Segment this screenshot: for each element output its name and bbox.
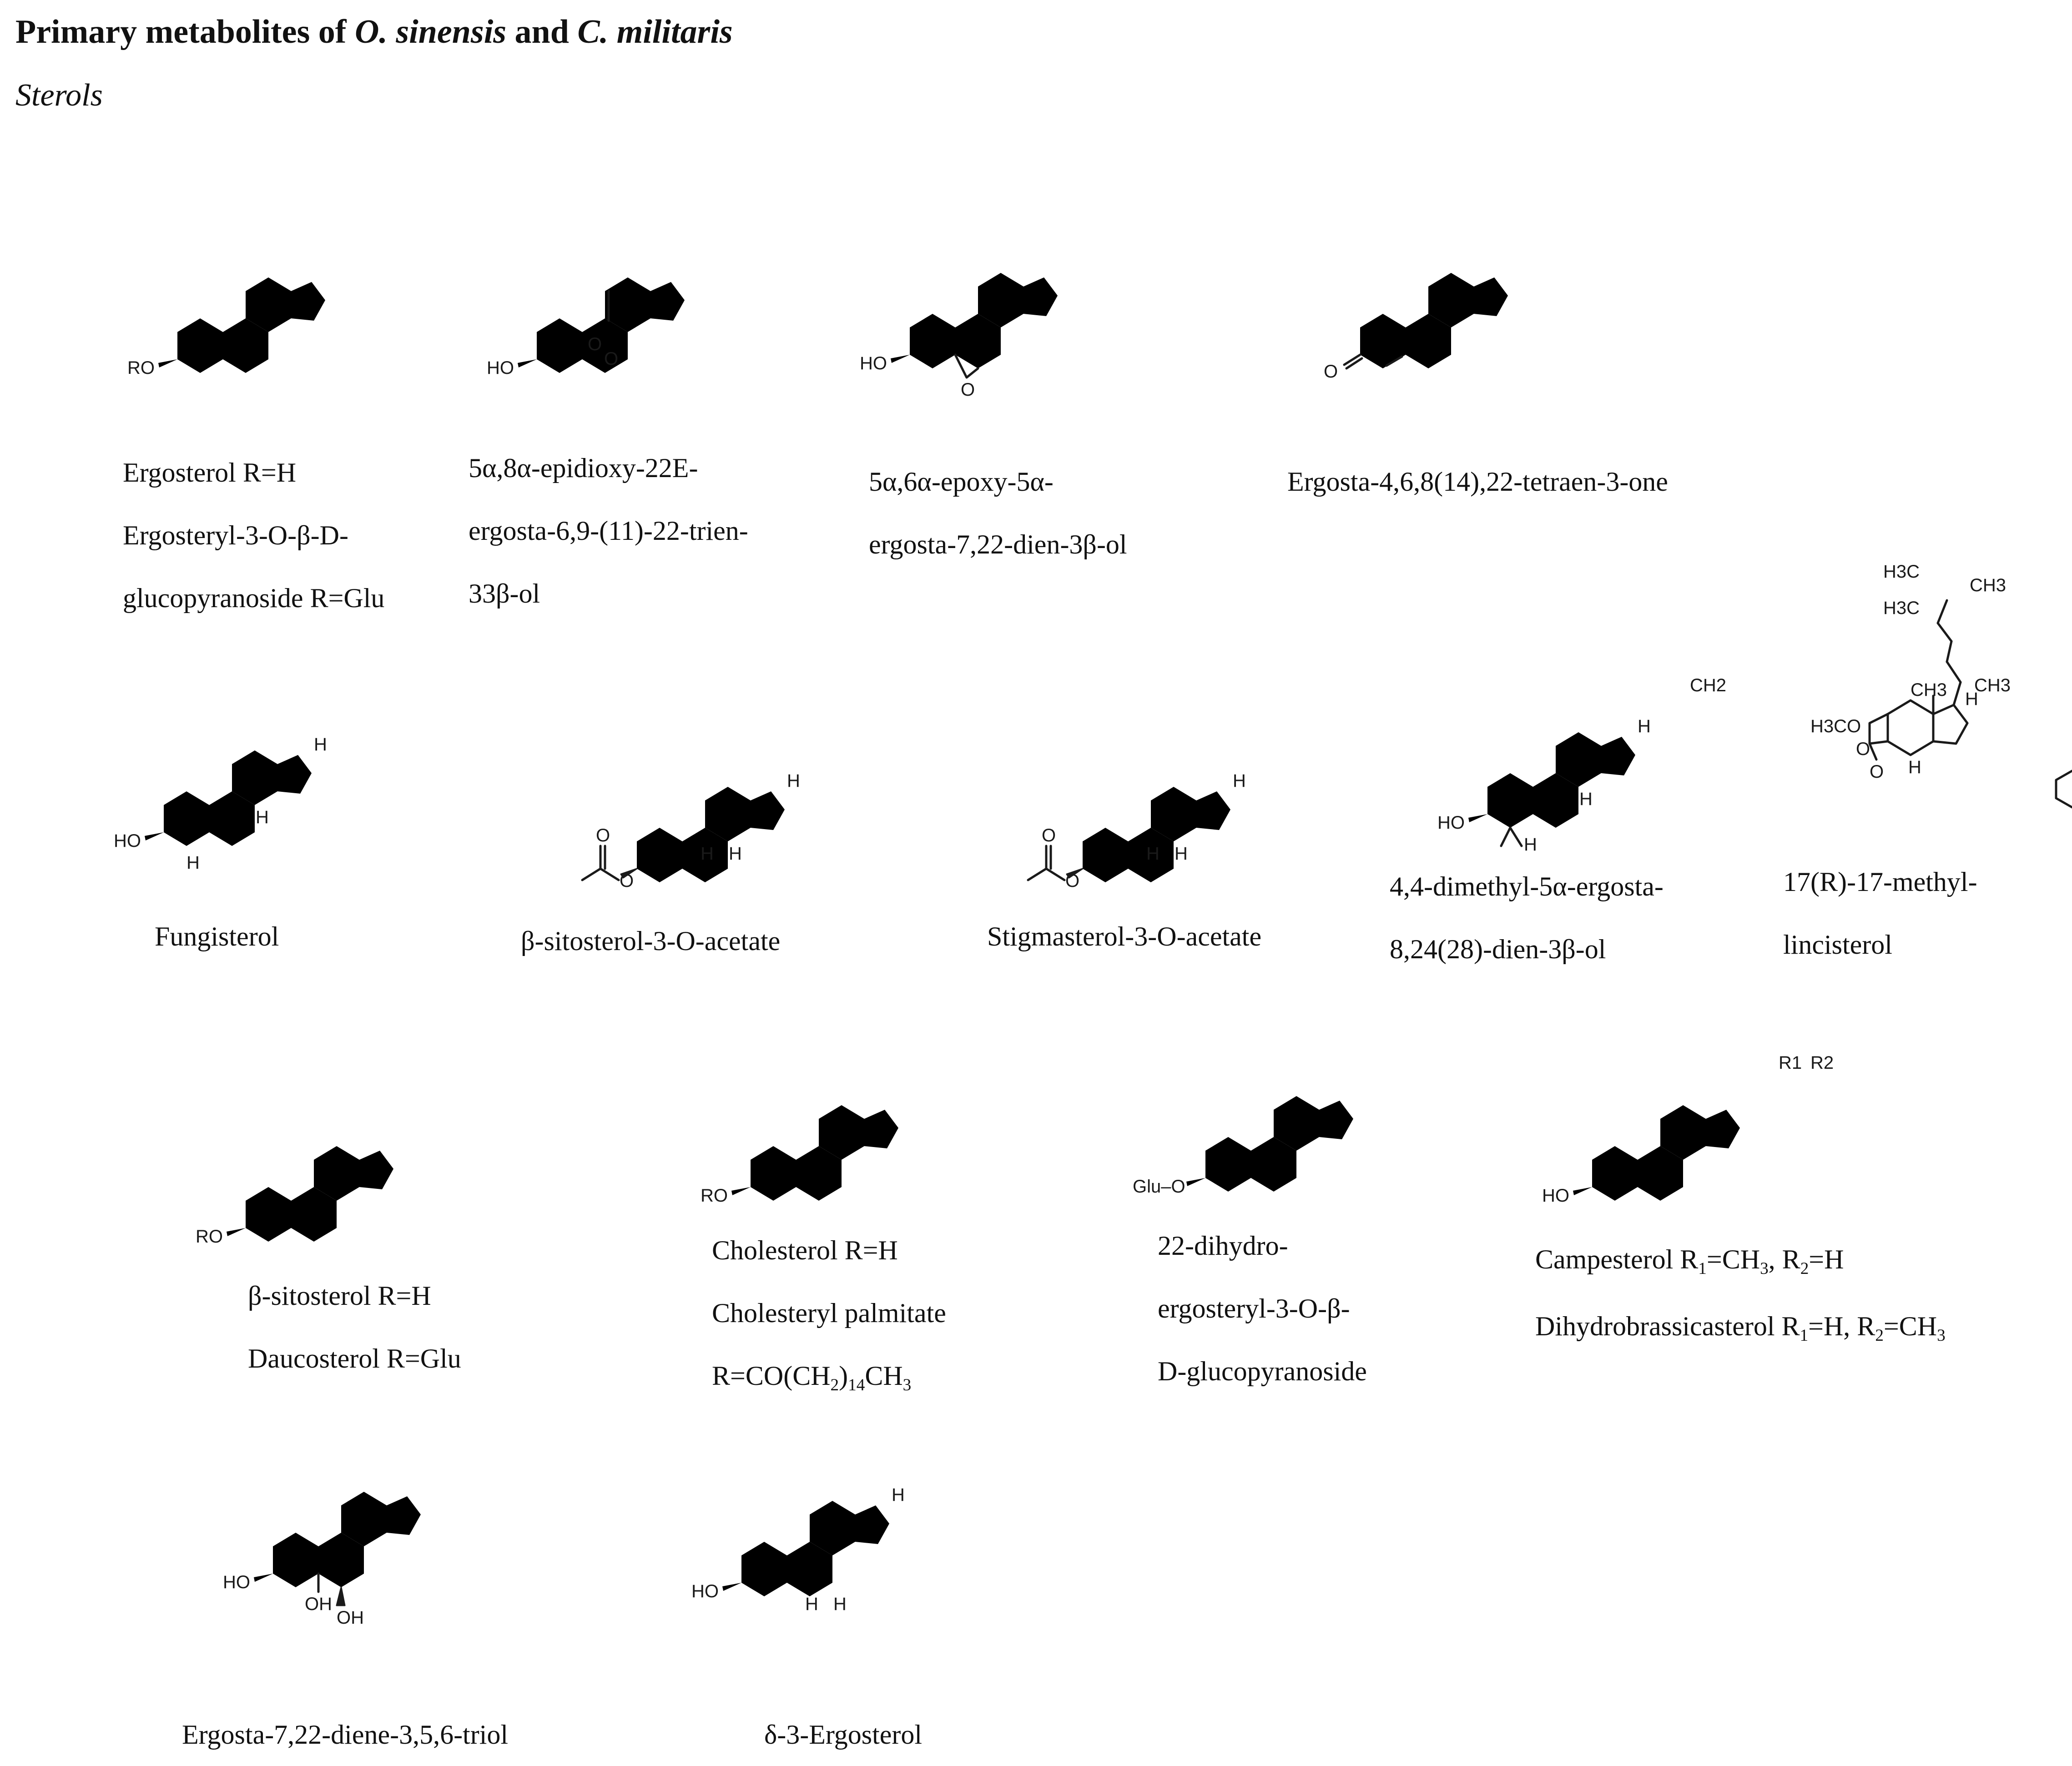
- svg-text:H3CO: H3CO: [1810, 716, 1861, 736]
- svg-text:H: H: [187, 853, 200, 873]
- epidioxy-structure: [482, 218, 791, 418]
- epidioxy-caption: 5α,8α-epidioxy-22E- ergosta-6,9-(11)-22-trien- 33β-ol: [469, 453, 748, 609]
- svg-text:HO: HO: [691, 1581, 719, 1601]
- svg-text:H: H: [833, 1594, 847, 1614]
- triol-structure: [218, 1433, 537, 1651]
- triol-caption: Ergosta-7,22-diene-3,5,6-triol: [182, 1720, 509, 1750]
- svg-text:CH3: CH3: [1974, 675, 2011, 695]
- ergosterol-structure: [123, 218, 432, 418]
- svg-text:O: O: [1042, 825, 1056, 845]
- fungisterol-structure: [109, 673, 418, 891]
- svg-text:H: H: [701, 844, 714, 864]
- tetraenone-structure: [1306, 214, 1615, 414]
- svg-text:H3C: H3C: [1883, 562, 1920, 582]
- sitosterol-acetate-structure: [560, 728, 878, 928]
- svg-text:H3C: H3C: [1883, 598, 1920, 618]
- campesterol-structure: [1538, 1046, 1856, 1246]
- campesterol-caption: Campesterol $R_1=CH_3$, $R_2=H$ Dihydrobrassicasterol $R_1=H$, $R_2=CH_3$: [1535, 1244, 1946, 1345]
- svg-text:O: O: [596, 825, 610, 845]
- stigmasterol-acetate-caption: Stigmasterol-3-O-acetate: [987, 921, 1262, 951]
- svg-text:CH3: CH3: [1970, 575, 2006, 595]
- svg-text:HO: HO: [114, 831, 141, 851]
- delta3-structure: [687, 1442, 1005, 1660]
- lincisterol-caption: 17(R)-17-methyl- lincisterol: [1783, 867, 1977, 960]
- svg-text:H: H: [256, 807, 269, 827]
- svg-text:H: H: [1175, 844, 1188, 864]
- svg-text:OH: OH: [305, 1594, 332, 1614]
- svg-text:R1: R1: [1779, 1053, 1802, 1073]
- svg-text:H: H: [314, 735, 327, 755]
- svg-text:H: H: [1524, 835, 1537, 855]
- svg-text:HO: HO: [1542, 1186, 1569, 1206]
- svg-text:H: H: [787, 771, 800, 791]
- tetraenone-caption: Ergosta-4,6,8(14),22-tetraen-3-one: [1287, 467, 1668, 497]
- svg-text:H: H: [1965, 689, 1978, 709]
- svg-text:Glu–O: Glu–O: [1133, 1177, 1185, 1197]
- svg-text:O: O: [1870, 762, 1884, 782]
- ergosterol-caption: Ergosterol R=H Ergosteryl-3-O-β-D- glucopyranoside R=Glu: [123, 458, 385, 613]
- svg-text:H: H: [892, 1485, 905, 1505]
- page-title: Primary metabolites of O. sinensis and C. militaris: [15, 13, 733, 50]
- sitosterol-structure: [191, 1069, 509, 1287]
- svg-text:O: O: [588, 334, 602, 354]
- svg-text:H: H: [1579, 789, 1593, 809]
- svg-text:HO: HO: [487, 358, 514, 378]
- sitosterol-caption: β-sitosterol R=H Daucosterol R=Glu: [248, 1281, 461, 1374]
- svg-text:HO: HO: [223, 1572, 250, 1592]
- svg-text:H: H: [1233, 771, 1246, 791]
- svg-text:HO: HO: [1437, 813, 1465, 833]
- clipped-ring-fragment: [2049, 764, 2072, 810]
- lincisterol-structure: [1801, 559, 2029, 832]
- svg-text:H: H: [729, 844, 742, 864]
- svg-text:RO: RO: [196, 1227, 223, 1247]
- delta3-caption: δ-3-Ergosterol: [764, 1720, 923, 1750]
- svg-text:H: H: [805, 1594, 818, 1614]
- cholesterol-caption: Cholesterol R=H Cholesteryl palmitate $R=CO(CH_2)_{14}CH_3$: [712, 1235, 946, 1394]
- svg-text:H: H: [1638, 716, 1651, 736]
- svg-text:R2: R2: [1810, 1053, 1834, 1073]
- stigmasterol-acetate-structure: [1005, 728, 1324, 928]
- svg-text:OH: OH: [337, 1608, 364, 1628]
- svg-text:RO: RO: [127, 358, 155, 378]
- svg-text:CH2: CH2: [1690, 675, 1727, 695]
- sitosterol-acetate-caption: β-sitosterol-3-O-acetate: [521, 926, 781, 956]
- svg-text:H: H: [1146, 844, 1160, 864]
- svg-text:O: O: [620, 871, 634, 891]
- svg-text:RO: RO: [701, 1186, 728, 1206]
- svg-text:O: O: [1065, 871, 1080, 891]
- dimethyl-ergosta-structure: [1433, 655, 1742, 873]
- svg-text:HO: HO: [860, 353, 887, 373]
- svg-text:CH3: CH3: [1911, 680, 1947, 700]
- fungisterol-caption: Fungisterol: [155, 921, 279, 951]
- epoxy-caption: 5α,6α-epoxy-5α- ergosta-7,22-dien-3β-ol: [869, 467, 1127, 559]
- cholesterol-structure: [696, 1046, 1014, 1246]
- svg-text:H: H: [1908, 757, 1921, 777]
- dihydroergosteryl-structure: [1133, 1037, 1469, 1237]
- svg-text:O: O: [1324, 362, 1338, 382]
- dimethyl-ergosta-caption: 4,4-dimethyl-5α-ergosta- 8,24(28)-dien-3β-ol: [1390, 871, 1664, 964]
- epoxy-structure: [855, 214, 1165, 414]
- svg-text:O: O: [961, 380, 975, 400]
- dihydroergosteryl-caption: 22-dihydro- ergosteryl-3-O-β- D-glucopyranoside: [1158, 1231, 1367, 1386]
- svg-text:O: O: [604, 349, 619, 369]
- section-subtitle: Sterols: [15, 78, 103, 113]
- svg-text:O: O: [1856, 739, 1870, 759]
